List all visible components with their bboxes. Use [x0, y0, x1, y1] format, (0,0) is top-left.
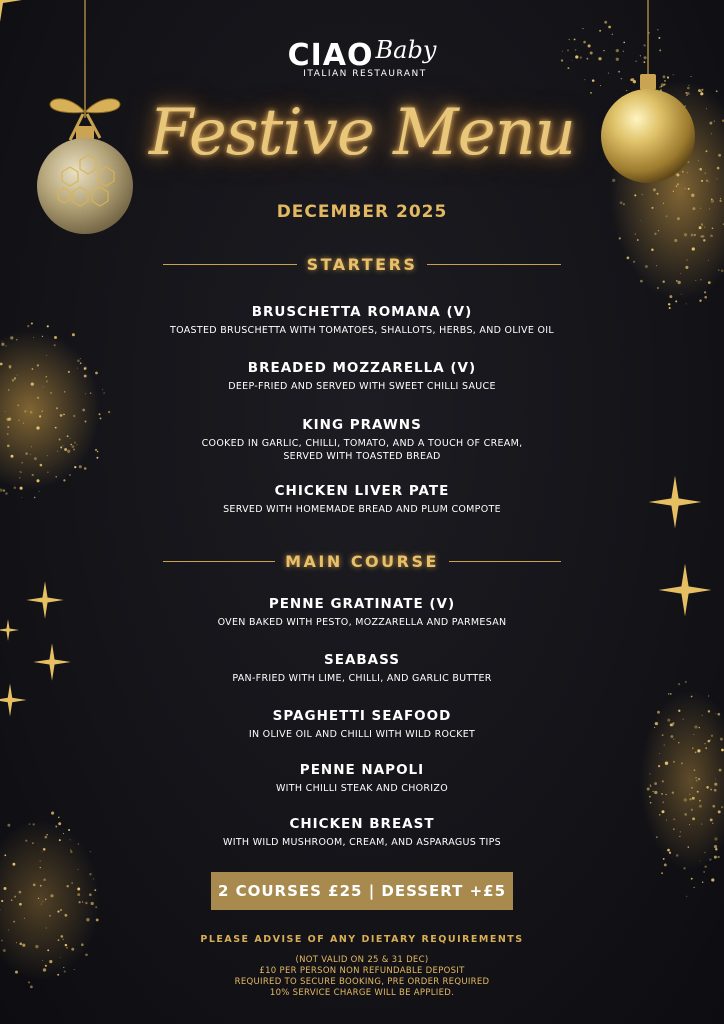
- menu-item-desc: IN OLIVE OIL AND CHILLI WITH WILD ROCKET: [248, 729, 476, 740]
- menu-item: [0, 416, 724, 463]
- menu-item-desc: DEEP-FRIED AND SERVED WITH SWEET CHILLI SAUCE: [228, 381, 496, 392]
- menu-item-name: PENNE NAPOLI: [299, 762, 425, 778]
- logo-subtitle: ITALIAN RESTAURANT: [303, 69, 427, 79]
- divider: [163, 561, 275, 562]
- page-title: Festive Menu: [148, 96, 576, 170]
- menu-item-desc-line: COOKED IN GARLIC, CHILLI, TOMATO, AND A TOUCH OF CREAM,: [201, 438, 523, 449]
- menu-item-desc: TOASTED BRUSCHETTA WITH TOMATOES, SHALLOTS, HERBS, AND OLIVE OIL: [170, 325, 554, 336]
- menu-item: [0, 651, 724, 685]
- divider: [427, 264, 561, 265]
- divider: [449, 561, 561, 562]
- terms: [0, 955, 724, 999]
- logo-brand: CIAO: [287, 38, 374, 73]
- terms-line: (NOT VALID ON 25 & 31 DEC): [295, 955, 429, 965]
- menu-item-desc: WITH CHILLI STEAK AND CHORIZO: [275, 783, 448, 794]
- menu-item-desc: PAN-FRIED WITH LIME, CHILLI, AND GARLIC BUTTER: [232, 673, 492, 684]
- starters-heading: [163, 254, 561, 274]
- terms-line: 10% SERVICE CHARGE WILL BE APPLIED.: [269, 988, 455, 998]
- menu-date: DECEMBER 2025: [276, 202, 448, 222]
- menu-item-desc-line: SERVED WITH TOASTED BREAD: [283, 451, 441, 462]
- menu-item-name: CHICKEN LIVER PATE: [274, 483, 450, 499]
- price-banner: 2 COURSES £25 | DESSERT +£5: [211, 872, 513, 910]
- menu-item: [0, 707, 724, 741]
- divider: [163, 264, 297, 265]
- terms-line: REQUIRED TO SECURE BOOKING, PRE ORDER REQUIRED: [234, 977, 490, 987]
- menu-item-desc: [0, 437, 724, 463]
- logo: [0, 36, 724, 79]
- menu-item-name: SPAGHETTI SEAFOOD: [272, 708, 452, 724]
- menu-item: [0, 359, 724, 393]
- menu-item-name: BREADED MOZZARELLA (V): [247, 360, 477, 376]
- menu-item: [0, 761, 724, 795]
- menu-item-name: KING PRAWNS: [302, 417, 422, 433]
- starters-heading-label: STARTERS: [306, 254, 418, 274]
- menu-item: [0, 482, 724, 516]
- menu-item-name: PENNE GRATINATE (V): [268, 596, 456, 612]
- menu-item: [0, 815, 724, 849]
- menu-item-name: SEABASS: [324, 652, 400, 668]
- menu-item-desc: OVEN BAKED WITH PESTO, MOZZARELLA AND PARMESAN: [217, 617, 507, 628]
- menu-item-name: BRUSCHETTA ROMANA (V): [251, 304, 473, 320]
- logo-script: Baby: [375, 36, 437, 64]
- dietary-notice: PLEASE ADVISE OF ANY DIETARY REQUIREMENTS: [200, 934, 524, 945]
- menu-item-name: CHICKEN BREAST: [289, 816, 435, 832]
- menu-item: [0, 595, 724, 629]
- terms-line: £10 PER PERSON NON REFUNDABLE DEPOSIT: [259, 966, 465, 976]
- menu-item-desc: SERVED WITH HOMEMADE BREAD AND PLUM COMPOTE: [223, 504, 501, 515]
- menu-item-desc: WITH WILD MUSHROOM, CREAM, AND ASPARAGUS TIPS: [223, 837, 501, 848]
- menu-item: [0, 303, 724, 337]
- main-course-heading: [163, 551, 561, 571]
- main-course-heading-label: MAIN COURSE: [285, 551, 439, 571]
